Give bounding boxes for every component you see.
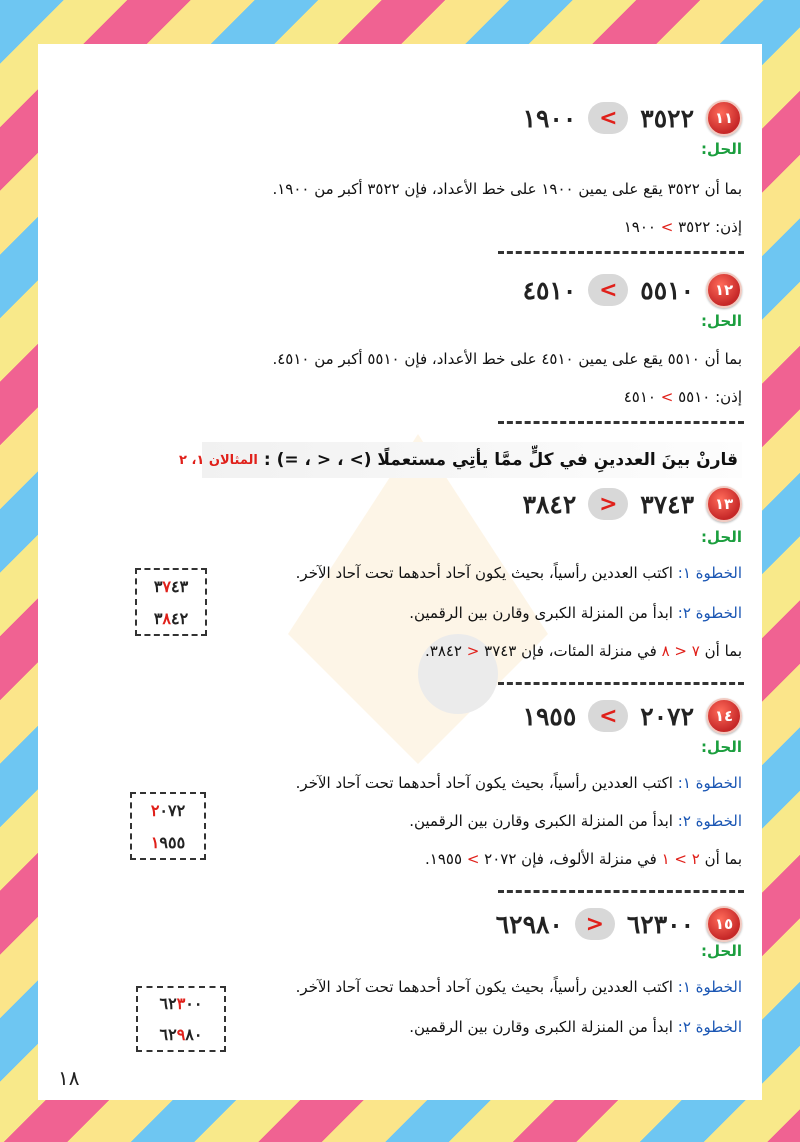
step-2 [409, 1018, 742, 1036]
conclusion-digit: ٨ [661, 642, 670, 660]
step-label: الخطوة ١: [677, 978, 742, 996]
result-prefix: إذن: ٣٥٢٢ [678, 218, 742, 236]
step-text: ابدأ من المنزلة الكبرى وقارن بين الرقمين. [409, 1018, 673, 1036]
conclusion-sign: < [466, 642, 480, 660]
section-heading [179, 442, 742, 478]
step-text: ابدأ من المنزلة الكبرى وقارن بين الرقمين. [409, 604, 673, 622]
problem-number-badge: ١١ [706, 100, 742, 136]
vertical-alignment-box [136, 986, 226, 1052]
result-sign: > [660, 218, 674, 236]
conclusion-line [425, 850, 742, 868]
number-right: ٦٢٣٠٠ [626, 909, 694, 939]
conclusion-part: في منزلة الألوف، فإن ٢٠٧٢ [484, 850, 657, 868]
solution-label: الحل: [701, 140, 742, 158]
result-suffix: ٤٥١٠ [623, 388, 656, 406]
page-number: ١٨ [58, 1066, 80, 1090]
solution-label: الحل: [701, 738, 742, 756]
explanation-text: بما أن ٥٥١٠ يقع على يمين ٤٥١٠ على خط الأعداد، فإن ٥٥١٠ أكبر من ٤٥١٠. [272, 350, 742, 368]
step-2 [409, 812, 742, 830]
step-label: الخطوة ٢: [677, 604, 742, 622]
problem-number-badge: ١٤ [706, 698, 742, 734]
solution-label: الحل: [701, 942, 742, 960]
step-text: اكتب العددين رأسياً، بحيث يكون آحاد أحدهما تحت آحاد الآخر. [295, 978, 673, 996]
step-text: اكتب العددين رأسياً، بحيث يكون آحاد أحدهما تحت آحاد الآخر. [295, 774, 673, 792]
watermark-logo [288, 434, 548, 764]
aligned-number-bottom: ١٩٥٥ [150, 832, 186, 852]
comparison-sign: > [588, 102, 628, 134]
number-left: ١٩٠٠ [522, 103, 577, 133]
conclusion-sign: > [674, 850, 687, 868]
step-1 [296, 774, 742, 792]
problem-number-badge: ١٣ [706, 486, 742, 522]
number-right: ٥٥١٠ [640, 275, 694, 305]
number-left: ٣٨٤٢ [522, 489, 577, 519]
number-left: ١٩٥٥ [522, 701, 577, 731]
aligned-number-top: ٣٧٤٣ [153, 576, 189, 596]
conclusion-part: بما أن [704, 850, 742, 868]
vertical-alignment-box [135, 568, 207, 636]
conclusion-line [425, 642, 742, 660]
step-text: ابدأ من المنزلة الكبرى وقارن بين الرقمين. [409, 812, 673, 830]
conclusion-part: ٣٨٤٢. [424, 642, 462, 660]
problem-12 [523, 272, 742, 308]
number-right: ٣٧٤٣ [640, 489, 694, 519]
comparison-sign: < [575, 908, 615, 940]
vertical-alignment-box [130, 792, 206, 860]
dashed-divider [498, 890, 744, 893]
conclusion-part: في منزلة المئات، فإن ٣٧٤٣ [484, 642, 657, 660]
problem-15 [496, 906, 742, 942]
result-line [624, 218, 742, 236]
conclusion-digit: ٧ [691, 642, 700, 660]
result-prefix: إذن: ٥٥١٠ [678, 388, 742, 406]
step-label: الخطوة ٢: [677, 812, 742, 830]
conclusion-digit: ٢ [691, 850, 700, 868]
number-left: ٤٥١٠ [522, 275, 577, 305]
solution-label: الحل: [701, 312, 742, 330]
examples-reference: المثالان ١، ٢ [179, 452, 258, 468]
aligned-number-top: ٦٢٣٠٠ [159, 994, 203, 1013]
problem-11 [523, 100, 742, 136]
conclusion-part: بما أن [704, 642, 742, 660]
number-right: ٣٥٢٢ [640, 103, 694, 133]
dashed-divider [498, 682, 744, 685]
result-line [624, 388, 742, 406]
step-2 [409, 604, 742, 622]
explanation-text: بما أن ٣٥٢٢ يقع على يمين ١٩٠٠ على خط الأعداد، فإن ٣٥٢٢ أكبر من ١٩٠٠. [272, 180, 742, 198]
conclusion-digit: ١ [661, 850, 670, 868]
conclusion-sign: > [466, 850, 480, 868]
aligned-number-bottom: ٦٢٩٨٠ [159, 1025, 203, 1044]
problem-number-badge: ١٥ [706, 906, 742, 942]
comparison-sign: > [588, 700, 628, 732]
step-1 [296, 978, 742, 996]
step-label: الخطوة ١: [677, 774, 742, 792]
conclusion-sign: < [674, 642, 687, 660]
result-suffix: ١٩٠٠ [623, 218, 656, 236]
problem-14 [523, 698, 742, 734]
dashed-divider [498, 421, 744, 424]
step-1 [296, 564, 742, 582]
number-right: ٢٠٧٢ [640, 701, 694, 731]
worksheet-page [38, 44, 762, 1100]
comparison-sign: < [588, 488, 628, 520]
step-text: اكتب العددين رأسياً، بحيث يكون آحاد أحدهما تحت آحاد الآخر. [295, 564, 673, 582]
problem-13 [523, 486, 742, 522]
conclusion-part: ١٩٥٥. [425, 850, 463, 868]
dashed-divider [498, 251, 744, 254]
step-label: الخطوة ١: [677, 564, 742, 582]
result-sign: > [660, 388, 674, 406]
aligned-number-bottom: ٣٨٤٢ [153, 608, 189, 628]
problem-number-badge: ١٢ [706, 272, 742, 308]
aligned-number-top: ٢٠٧٢ [150, 800, 186, 820]
step-label: الخطوة ٢: [677, 1018, 742, 1036]
solution-label: الحل: [701, 528, 742, 546]
comparison-sign: > [588, 274, 628, 306]
heading-text: قارنْ بينَ العددينِ في كلٍّ ممَّا يأتِي مستعملًا (> ، < ، =) : [263, 450, 738, 470]
number-left: ٦٢٩٨٠ [495, 909, 563, 939]
